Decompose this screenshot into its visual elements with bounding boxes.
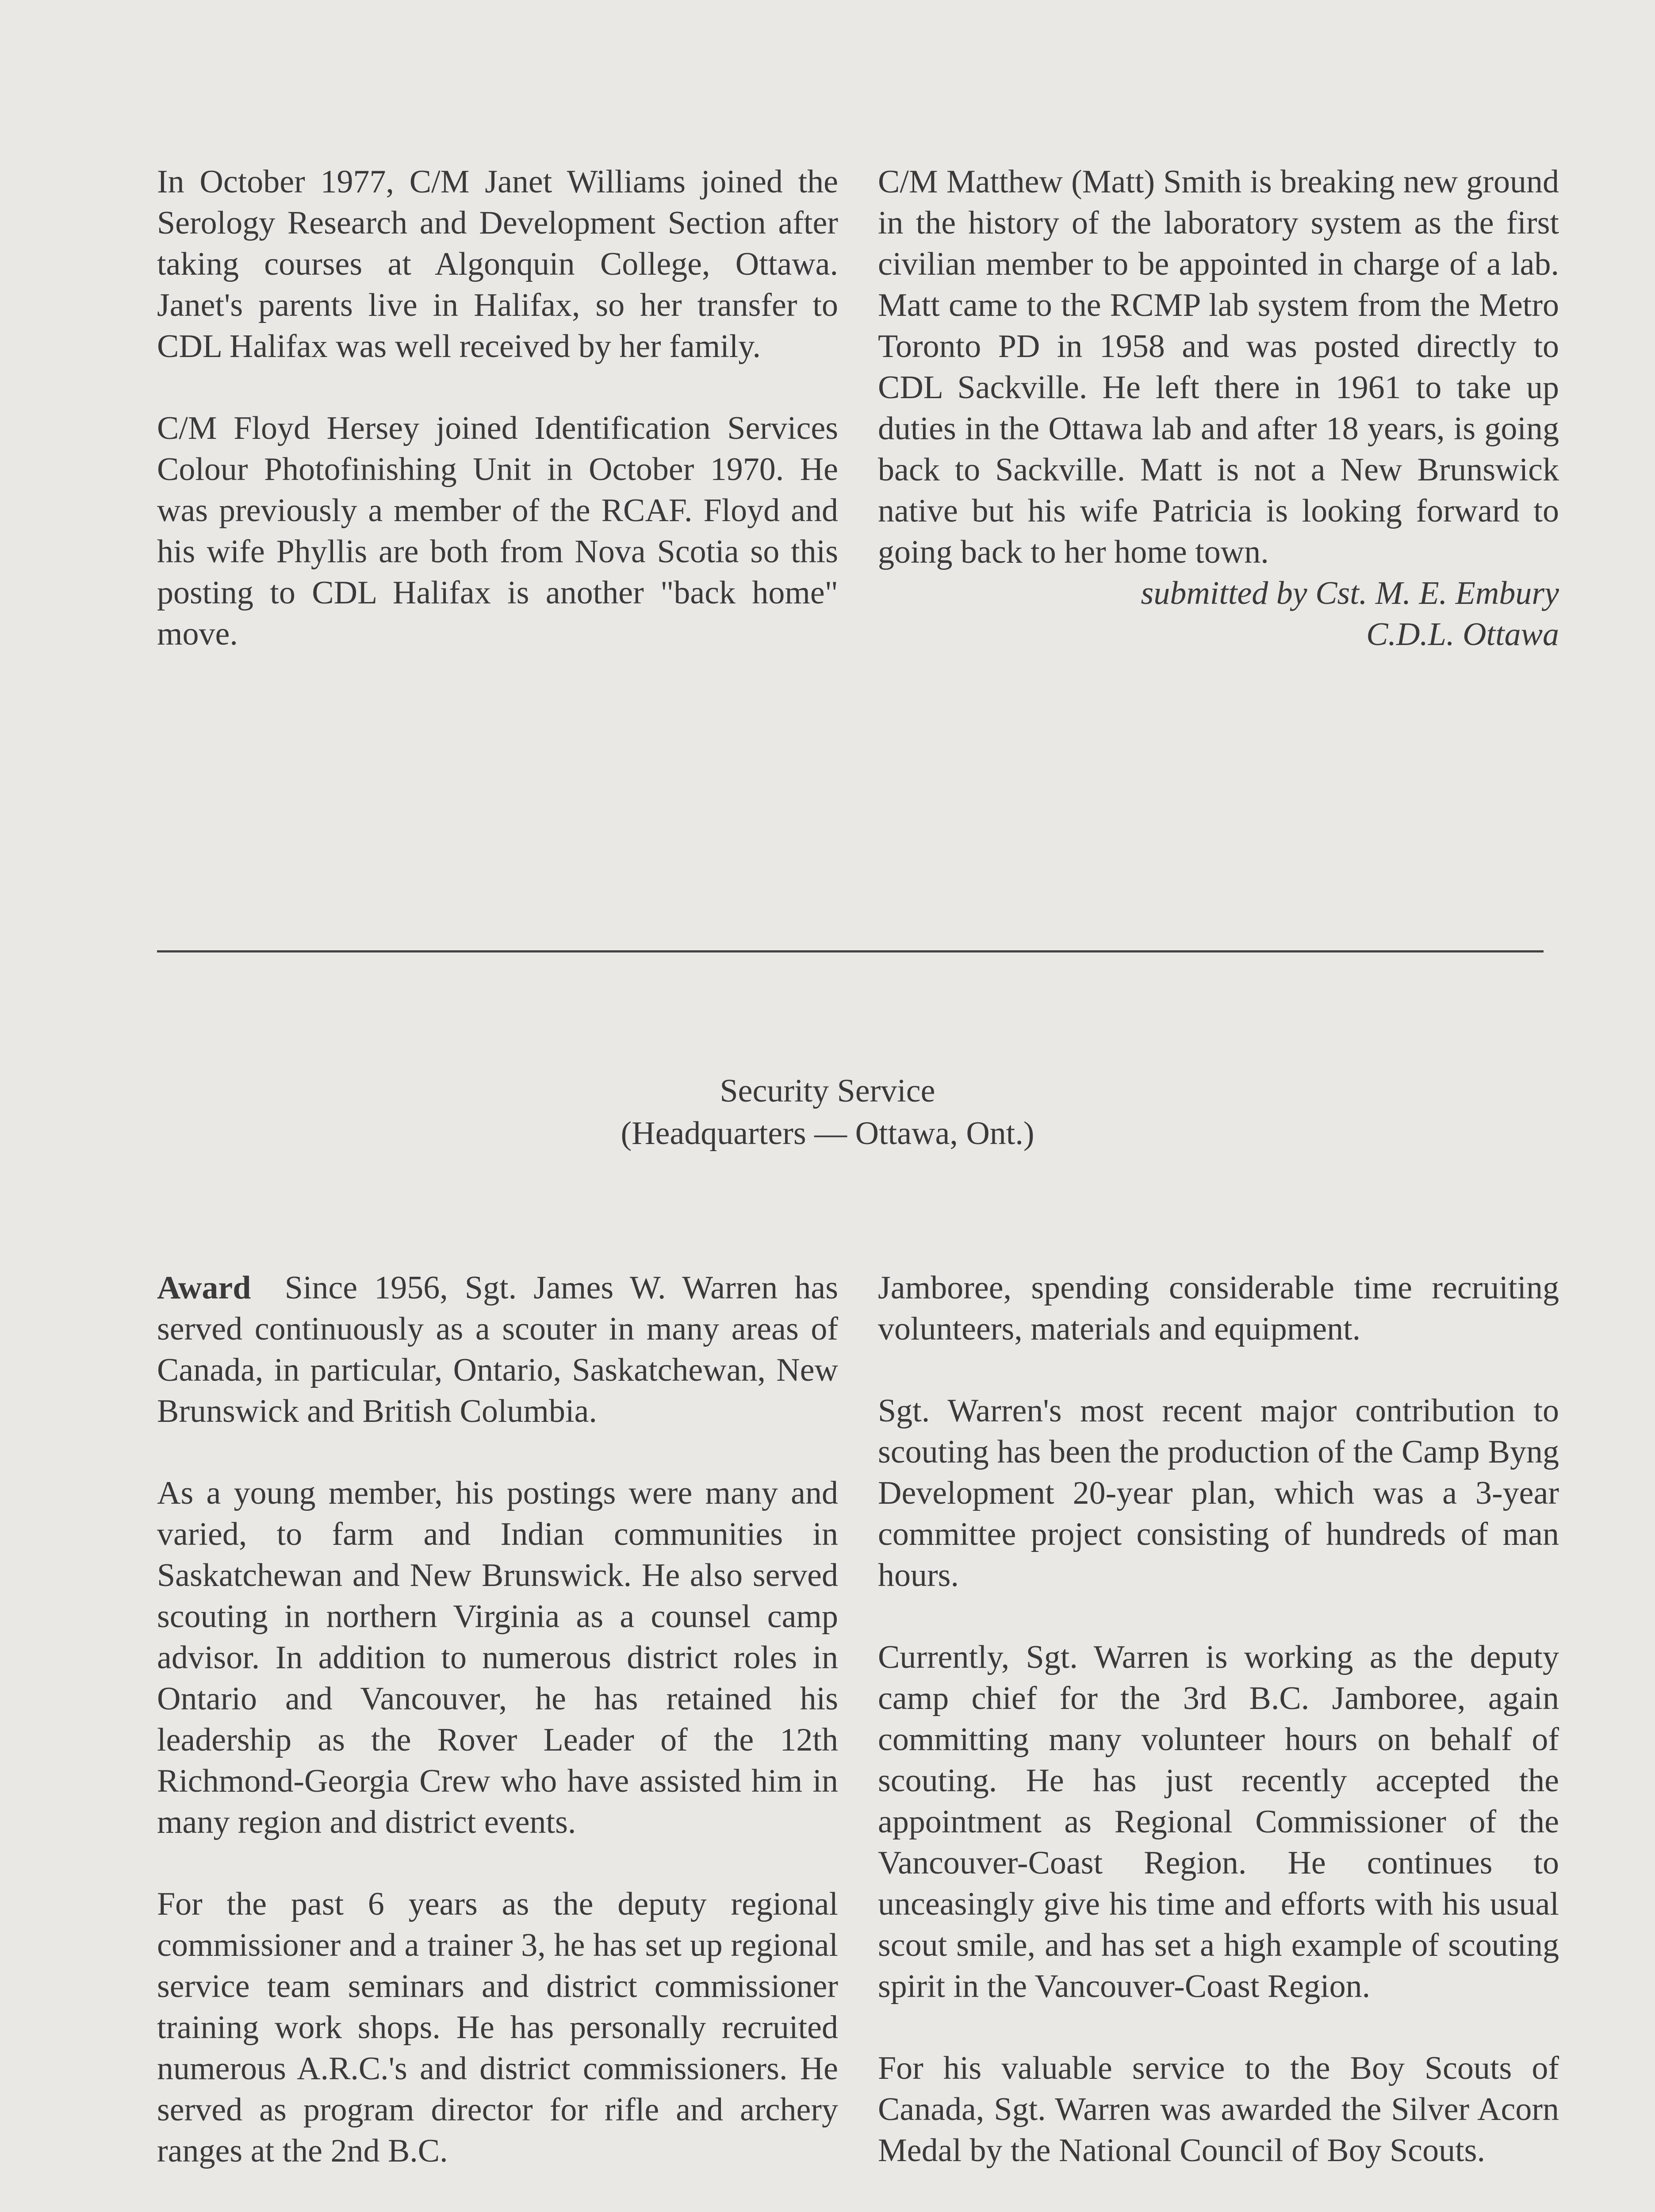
paragraph-jamboree: Jamboree, spending considerable time recruiting volunteers, materials and equipment. xyxy=(878,1270,1559,1347)
paragraph-deputy-commissioner: For the past 6 years as the deputy regional commissioner and a trainer 3, he has set up regional service team seminars and district commissioner training work shops. He has personally recruited numerous A.R.C.'s and district commissioners. He served as program director for rifle and archery ranges at the 2nd B.C. xyxy=(157,1886,838,2169)
paragraph-postings: As a young member, his postings were many and varied, to farm and Indian communities in Saskatchewan and New Brunswick. He also served scouting in northern Virginia as a counsel camp advisor. In addition to numerous district roles in Ontario and Vancouver, he has retained his leadership as the Rover Leader of the 12th Richmond-Georgia Crew who have assisted him in many region and district events. xyxy=(157,1475,838,1840)
bottom-left-column xyxy=(157,1267,838,2172)
paragraph-camp-byng: Sgt. Warren's most recent major contribution to scouting has been the production of the Camp Byng Development 20-year plan, which was a 3-year committee project consisting of hundreds of man hours. xyxy=(878,1393,1559,1594)
section-title: Security Service xyxy=(720,1073,935,1109)
award-text: Since 1956, Sgt. James W. Warren has served continuously as a scouter in many areas of Canada, in particular, Ontario, Saskatchewan, New Brunswick and British Columbia. xyxy=(157,1270,838,1429)
paragraph-currently: Currently, Sgt. Warren is working as the deputy camp chief for the 3rd B.C. Jamboree, again committing many volunteer hours on behalf of scouting. He has just recently accepted the appointment as Regional Commissioner of the Vancouver-Coast Region. He continues to unceasingly give his time and efforts with his usual scout smile, and has set a high example of scouting spirit in the Vancouver-Coast Region. xyxy=(878,1639,1559,2005)
top-left-column xyxy=(157,161,838,655)
paragraph-award xyxy=(157,1267,838,1432)
paragraph-floyd-hersey: C/M Floyd Hersey joined Identification Services Colour Photofinishing Unit in October 1970. He was previously a member of the RCAF. Floyd and his wife Phyllis are both from Nova Scotia so this posting to CDL Halifax is another "back home" move. xyxy=(157,410,838,652)
paragraph-silver-acorn: For his valuable service to the Boy Scouts of Canada, Sgt. Warren was awarded the Silver Acorn Medal by the National Council of Boy Scouts. xyxy=(878,2050,1559,2169)
top-right-column xyxy=(878,161,1559,655)
bottom-right-column xyxy=(878,1267,1559,2171)
award-lead: Award xyxy=(157,1270,251,1306)
section-divider xyxy=(157,950,1544,952)
paragraph-janet-williams: In October 1977, C/M Janet Williams joined the Serology Research and Development Section after taking courses at Algonquin College, Ottawa. Janet's parents live in Halifax, so her transfer to CDL Halifax was well received by her family. xyxy=(157,164,838,365)
credit-line: submitted by Cst. M. E. Embury xyxy=(1141,575,1559,611)
section-heading xyxy=(0,1070,1655,1155)
section-subtitle: (Headquarters — Ottawa, Ont.) xyxy=(621,1115,1034,1152)
paragraph-matt-smith: C/M Matthew (Matt) Smith is breaking new ground in the history of the laboratory system as the first civilian member to be appointed in charge of a lab. Matt came to the RCMP lab system from the Metro Toronto PD in 1958 and was posted directly to CDL Sackville. He left there in 1961 to take up duties in the Ottawa lab and after 18 years, is going back to Sackville. Matt is not a New Brunswick native but his wife Patricia is looking forward to going back to her home town. xyxy=(878,164,1559,570)
credit-location: C.D.L. Ottawa xyxy=(1366,616,1559,653)
